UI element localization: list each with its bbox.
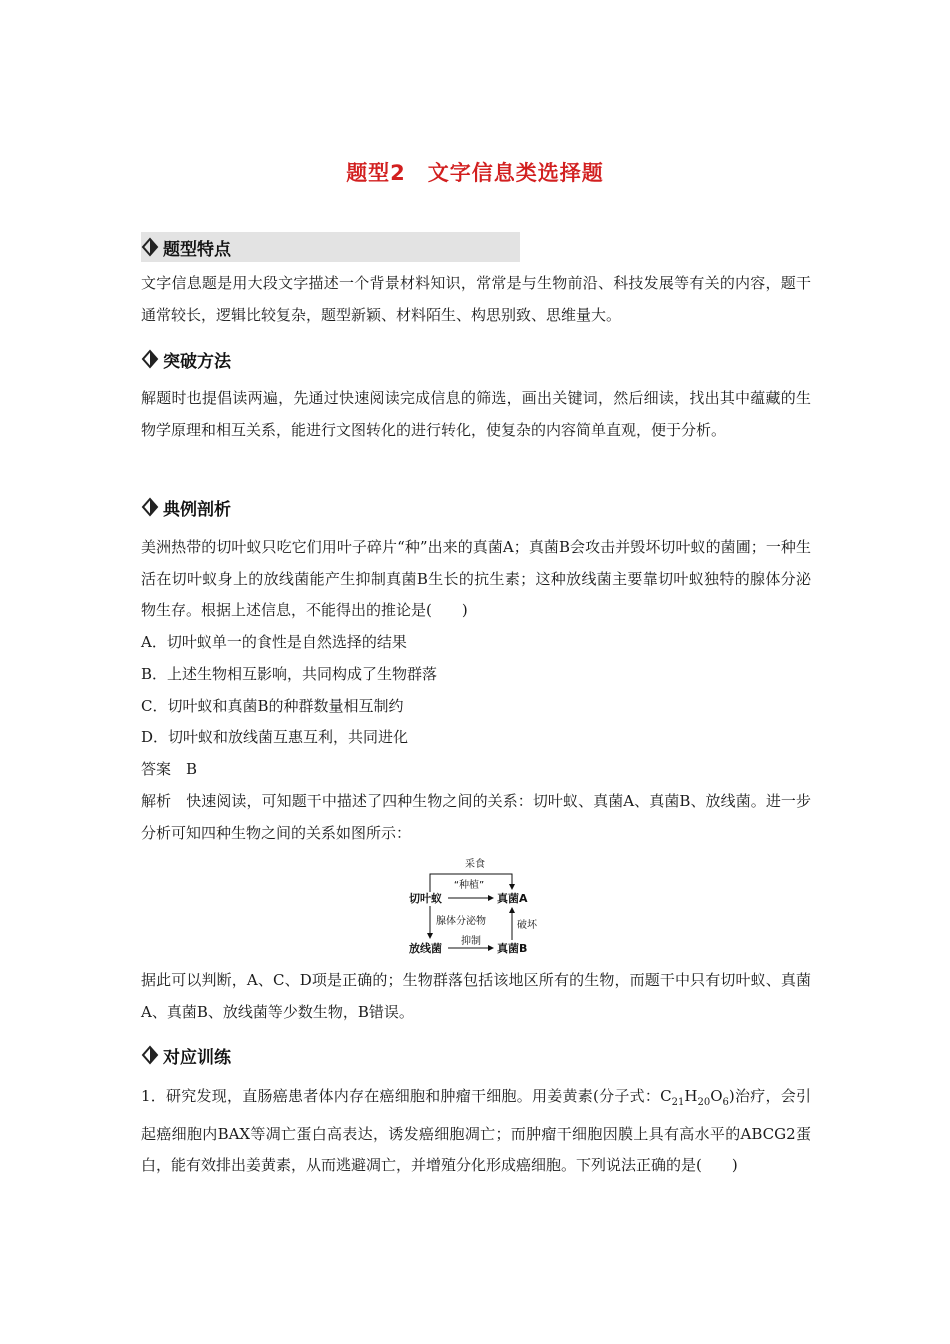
- features-paragraph: 文字信息题是用大段文字描述一个背景材料知识，常常是与生物前沿、科技发展等有关的内容，题干通常较长，逻辑比较复杂，题型新颖、材料陌生、构思别致、思维量大。: [141, 274, 811, 324]
- section-heading-features: [141, 232, 520, 262]
- diagram-label-forage: 采食: [465, 859, 485, 870]
- formula-subscript-c: 21: [671, 1097, 685, 1108]
- section-heading-text: 突破方法: [163, 351, 231, 372]
- relationship-diagram: [405, 856, 545, 960]
- section-heading-example: [141, 492, 231, 522]
- diagram-node-ant: 切叶蚁: [409, 892, 442, 905]
- formula-h: H: [684, 1087, 698, 1105]
- section-heading-text: 典例剖析: [163, 499, 231, 520]
- diamond-bullet-icon: [141, 1045, 159, 1065]
- diagram-label-plant: “种植”: [453, 880, 485, 891]
- diagram-node-fungus-a: 真菌A: [497, 892, 528, 905]
- option-a: A．切叶蚁单一的食性是自然选择的结果: [141, 633, 407, 651]
- method-paragraph: 解题时也提倡读两遍，先通过快速阅读完成信息的筛选，画出关键词，然后细读，找出其中蕴藏的生物学原理和相互关系，能进行文图转化的进行转化，使复杂的内容简单直观，便于分析。: [141, 389, 811, 439]
- diamond-bullet-icon: [141, 497, 159, 517]
- answer-line: 答案 B: [141, 760, 198, 778]
- page-title: 题型2 文字信息类选择题: [346, 161, 604, 185]
- analysis-paragraph: 解析 快速阅读，可知题干中描述了四种生物之间的关系：切叶蚁、真菌A、真菌B、放线菌。进一步分析可知四种生物之间的关系如图所示：: [141, 792, 811, 842]
- diagram-node-fungus-b: 真菌B: [497, 942, 528, 955]
- training-question-1: [141, 1081, 811, 1182]
- formula-subscript-o: 6: [722, 1097, 729, 1108]
- formula-o: O: [710, 1087, 723, 1105]
- example-question: 美洲热带的切叶蚁只吃它们用叶子碎片“种”出来的真菌A；真菌B会攻击并毁坏切叶蚁的菌圃；一种生活在切叶蚁身上的放线菌能产生抑制真菌B生长的抗生素；这种放线菌主要靠切叶蚁独特的腺体分泌物生存。根据上述信息，不能得出的推论是( ): [141, 538, 811, 619]
- diamond-bullet-icon: [141, 349, 159, 369]
- diagram-label-gland: 腺体分泌物: [436, 916, 486, 927]
- option-b: B．上述生物相互影响，共同构成了生物群落: [141, 665, 438, 683]
- diagram-label-destroy: 破坏: [517, 920, 537, 931]
- conclusion-paragraph: 据此可以判断，A、C、D项是正确的；生物群落包括该地区所有的生物，而题干中只有切叶蚁、真菌A、真菌B、放线菌等少数生物，B错误。: [141, 971, 811, 1021]
- option-c: C．切叶蚁和真菌B的种群数量相互制约: [141, 697, 404, 715]
- q1-text-end: )治疗，会引起癌细胞内BAX等凋亡蛋白高表达，诱发癌细胞凋亡；而肿瘤干细胞因膜上具有高水平的ABCG2蛋白，能有效排出姜黄素，从而逃避凋亡，并增殖分化形成癌细胞。下列说法正确的是( ): [141, 1087, 811, 1174]
- formula-subscript-h: 20: [697, 1097, 711, 1108]
- q1-text-start: 1．研究发现，直肠癌患者体内存在癌细胞和肿瘤干细胞。用姜黄素(分子式：C: [141, 1087, 672, 1105]
- section-heading-training: [141, 1040, 231, 1070]
- diagram-node-actino: 放线菌: [409, 942, 442, 955]
- diamond-bullet-icon: [141, 237, 159, 257]
- section-heading-method: [141, 344, 231, 374]
- diagram-label-inhibit: 抑制: [461, 936, 481, 947]
- section-heading-text: 题型特点: [163, 239, 231, 260]
- option-d: D．切叶蚁和放线菌互惠互利，共同进化: [141, 728, 409, 746]
- section-heading-text: 对应训练: [163, 1047, 231, 1068]
